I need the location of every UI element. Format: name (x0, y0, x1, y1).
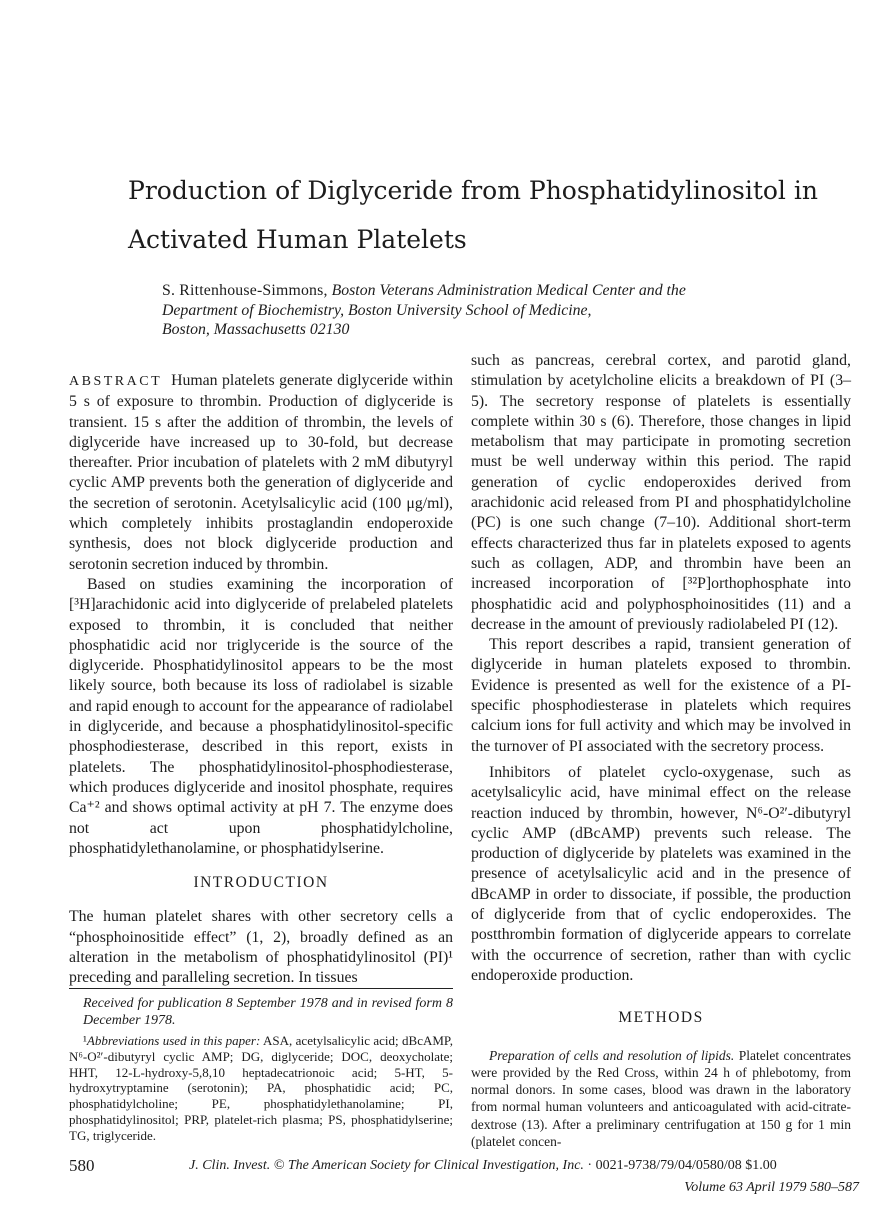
abbreviations-label: Abbreviations used in this paper: (86, 1033, 261, 1048)
title-line-2: Activated Human Platelets (128, 225, 467, 254)
affiliation-line-2: Department of Biochemistry, Boston University School of Medicine, (162, 301, 592, 319)
introduction-paragraph-3: Inhibitors of platelet cyclo-oxygenase, such as acetylsalicylic acid, have minimal effect on the release reaction induced by thrombin, however, N⁶-O²′-dibutyryl cyclic AMP (dBcAMP) prevents such release. The production of diglyceride by platelets was examined in the presence of acetylsalicylic acid and in the presence of dBcAMP in order to dissociate, if possible, the production of diglyceride from that of cyclic endoperoxides. The postthrombin formation of diglyceride appears to correlate with the occurrence of secretion, rather than with cyclic endoperoxide production. (471, 763, 851, 984)
affiliation-line-3: Boston, Massachusetts 02130 (162, 321, 350, 338)
methods-text: Platelet concentrates were provided by the Red Cross, within 24 h of phlebotomy, from normal donors. In some cases, blood was drawn in the laboratory from normal human volunteers and anticoagulated with acid-citrate-dextrose (13). After a preliminary centrifugation at 150 g for 1 min (platelet concen- (471, 1047, 851, 1149)
introduction-heading: INTRODUCTION (193, 874, 329, 892)
issn-price: · 0021-9738/79/04/0580/08 $1.00 (587, 1158, 777, 1173)
footnote-divider (69, 988, 453, 989)
affiliation-line-1: Boston Veterans Administration Medical Center and the (331, 282, 686, 299)
footnote-marker: ¹ (83, 1033, 87, 1048)
received-date: Received for publication 8 September 1978 and in revised form 8 December 1978. (83, 996, 453, 1028)
abbreviations-footnote (69, 1033, 453, 1144)
author-block (162, 281, 862, 340)
abstract-label: ABSTRACT (69, 374, 163, 389)
abbreviations-text: ASA, acetylsalicylic acid; dBcAMP, N⁶-O²′-dibutyryl cyclic AMP; DG, diglyceride; DOC, deoxycholate; HHT, 12-L-hydroxy-5,8,10 heptadecatrionoic acid; 5-HT, 5-hydroxytryptamine (serotonin); PA, phosphatidic acid; PC, phosphatidylcholine; PE, phosphatidylethanolamine; PI, phosphatidylinositol; PRP, platelet-rich plasma; PS, phosphatidylserine; TG, triglyceride. (69, 1033, 453, 1143)
author-name: S. Rittenhouse-Simmons, (162, 282, 328, 299)
left-column (69, 371, 453, 989)
abstract-text-1: Human platelets generate diglyceride within 5 s of exposure to thrombin. Production of diglyceride is transient. 15 s after the addition of thrombin, the levels of diglyceride have increased up to 30-fold, but decrease thereafter. Prior incubation of platelets with 2 mM dibutyryl cyclic AMP prevents both the generation of diglyceride and the secretion of serotonin. Acetylsalicylic acid (100 μg/ml), which completely inhibits prostaglandin endoperoxide synthesis, does not block diglyceride production and serotonin secretion induced by thrombin. (69, 372, 453, 573)
title-line-1: Production of Diglyceride from Phosphatidylinositol in (128, 176, 818, 205)
abstract-paragraph-1 (69, 371, 453, 575)
introduction-paragraph-1-start: The human platelet shares with other secretory cells a “phosphoinositide effect” (1, 2), broadly defined as an alteration in the metabolism of phosphatidylinositol (PI)¹ preceding and paralleling secretion. In tissues (69, 908, 453, 987)
introduction-paragraph-2: This report describes a rapid, transient generation of diglyceride in human platelets exposed to thrombin. Evidence is presented as well for the existence of a PI-specific phosphodiesterase in platelets which requires calcium ions for full activity and which may be involved in the turnover of PI associated with the secretory process. (471, 636, 851, 755)
article-title (128, 166, 848, 264)
page-number: 580 (69, 1156, 95, 1175)
abstract-paragraph-2: Based on studies examining the incorporation of [³H]arachidonic acid into diglyceride of prelabeled platelets exposed to thrombin, it is concluded that neither phosphatidic acid nor triglyceride is the source of the diglyceride. Phosphatidylinositol appears to be the most likely source, both because its loss of radiolabel is sizable and rapid enough to account for the appearance of radiolabel in diglyceride, and because a phosphatidylinositol-specific phosphodiesterase, described in this report, exists in platelets. The phosphatidylinositol-phosphodiesterase, which produces diglyceride and inositol phosphate, requires Ca⁺² and shows optimal activity at pH 7. The enzyme does not act upon phosphatidylcholine, phosphatidylethanolamine, or phosphatidylserine. (69, 575, 453, 857)
volume-info: Volume 63 April 1979 580–587 (684, 1180, 859, 1195)
footnotes (69, 988, 453, 1144)
right-column (471, 351, 851, 1150)
journal-citation (189, 1158, 777, 1174)
introduction-paragraph-1-continued: such as pancreas, cerebral cortex, and parotid gland, stimulation by acetylcholine elicits a breakdown of PI (3–5). The secretory response of platelets is essentially complete within 30 s (6). Therefore, those changes in lipid metabolism that may participate in promoting secretion must be well underway within this period. The rapid generation of cyclic endoperoxides derived from arachidonic acid released from PI and phosphatidylcholine (PC) is one such change (7–10). Additional short-term effects characterized thus far in platelets exposed to agents such as collagen, ADP, and thrombin have been an increased incorporation of [³²P]orthophosphate into phosphatidic acid and polyphosphoinositides (11) and a decrease in the amount of previously radiolabeled PI (12). (471, 352, 851, 633)
methods-subheading: Preparation of cells and resolution of lipids. (489, 1047, 735, 1063)
journal-name: J. Clin. Invest. © The American Society for Clinical Investigation, Inc. (189, 1158, 584, 1173)
methods-paragraph (471, 1047, 851, 1151)
methods-heading: METHODS (618, 1009, 704, 1027)
